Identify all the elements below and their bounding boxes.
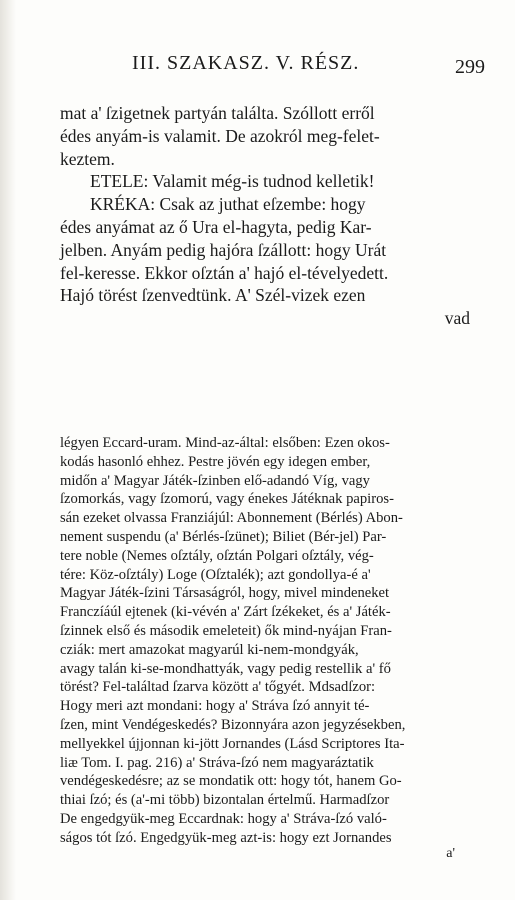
- catchword: vad: [444, 308, 470, 329]
- page-header: [70, 52, 485, 82]
- page-edge-shadow: [0, 0, 16, 900]
- text-line: Hajó törést ſzenvedtünk. A' Szél-vizek ezen: [60, 285, 366, 306]
- note-line: liæ Tom. I. pag. 216) a' Stráva-ſzó nem magyaráztatik: [60, 754, 374, 771]
- page-number: 299: [455, 56, 485, 78]
- note-line: ſzomorkás, vagy ſzomorú, vagy énekes Játéknak papiros-: [60, 491, 394, 508]
- note-line: tére: Köz-oſztály) Loge (Oſztalék); azt gondollya-é a': [60, 566, 371, 583]
- note-line: törést? Fel-találtad ſzarva között a' tőgyét. Mdsadſzor:: [60, 679, 376, 696]
- note-line: De engedgyük-meg Eccardnak: hogy a' Stráva-ſzó való-: [60, 810, 387, 827]
- note-line: ságos tót ſzó. Engedgyük-meg azt-is: hogy ezt Jornandes: [60, 829, 392, 846]
- text-line: keztem.: [60, 148, 115, 169]
- bottom-catchword: a': [446, 846, 455, 861]
- note-line: Hogy meri azt mondani: hogy a' Stráva ſzó annyit té-: [60, 698, 370, 715]
- text-line: édes anyámat az ő Ura el-hagyta, pedig Kar-: [60, 216, 372, 237]
- note-line: cziák: mert amazokat magyarúl ki-nem-mondgyák,: [60, 641, 359, 658]
- note-line: thiai ſzó; és (a'-mi több) bizontalan értelmű. Harmadſzor: [60, 792, 390, 809]
- note-line: midőn a' Magyar Játék-ſzinben elő-adandó Víg, vagy: [60, 472, 370, 489]
- text-line: ETELE: Valamit még-is tudnod kelletik!: [90, 171, 375, 192]
- footnote-text: [60, 434, 482, 848]
- note-line: kodás hasonló ehhez. Pestre jövén egy idegen ember,: [60, 453, 371, 470]
- note-line: vendégeskedésre; az se mondatik ott: hogy tót, hanem Go-: [60, 773, 402, 790]
- note-line: Magyar Játék-ſzini Társaságról, hogy, mivel mindeneket: [60, 585, 390, 602]
- note-line: légyen Eccard-uram. Mind-az-által: elsőben: Ezen okos-: [60, 435, 390, 451]
- text-line: mat a' ſzigetnek partyán találta. Szóllott erről: [60, 103, 375, 123]
- note-line: mellyekkel újjonnan ki-jött Jornandes (Lásd Scriptores Ita-: [60, 735, 405, 752]
- note-line: sán ezeket olvassa Franziájúl: Abonnement (Bérlés) Abon-: [60, 510, 403, 527]
- note-line: ſzen, mint Vendégeskedés? Bizonnyára azon jegyzésekben,: [60, 716, 406, 733]
- note-line: nement suspendu (a' Bérlés-ſzünet); Biliet (Bér-jel) Par-: [60, 528, 387, 545]
- text-line: édes anyám-is valamit. De azokról meg-felet-: [60, 125, 380, 146]
- main-text: [60, 102, 482, 330]
- running-head: III. SZAKASZ. V. RÉSZ.: [132, 52, 360, 74]
- text-line: jelben. Anyám pedig hajóra ſzállott: hogy Urát: [60, 239, 387, 260]
- text-line: KRÉKA: Csak az juthat eſzembe: hogy: [90, 194, 366, 215]
- note-line: ſzinnek első és második emeleteit) ők mind-nyájan Fran-: [60, 622, 392, 639]
- note-line: avagy talán ki-se-mondhattyák, vagy pedig restellik a' fő: [60, 660, 391, 677]
- note-line: tere noble (Nemes oſztály, oſztán Polgari oſztály, vég-: [60, 547, 374, 564]
- text-line: fel-keresse. Ekkor oſztán a' hajó el-tévelyedett.: [60, 262, 389, 283]
- note-line: Franczíáúl ejtenek (ki-vévén a' Zárt ſzékeket, és a' Játék-: [60, 604, 391, 621]
